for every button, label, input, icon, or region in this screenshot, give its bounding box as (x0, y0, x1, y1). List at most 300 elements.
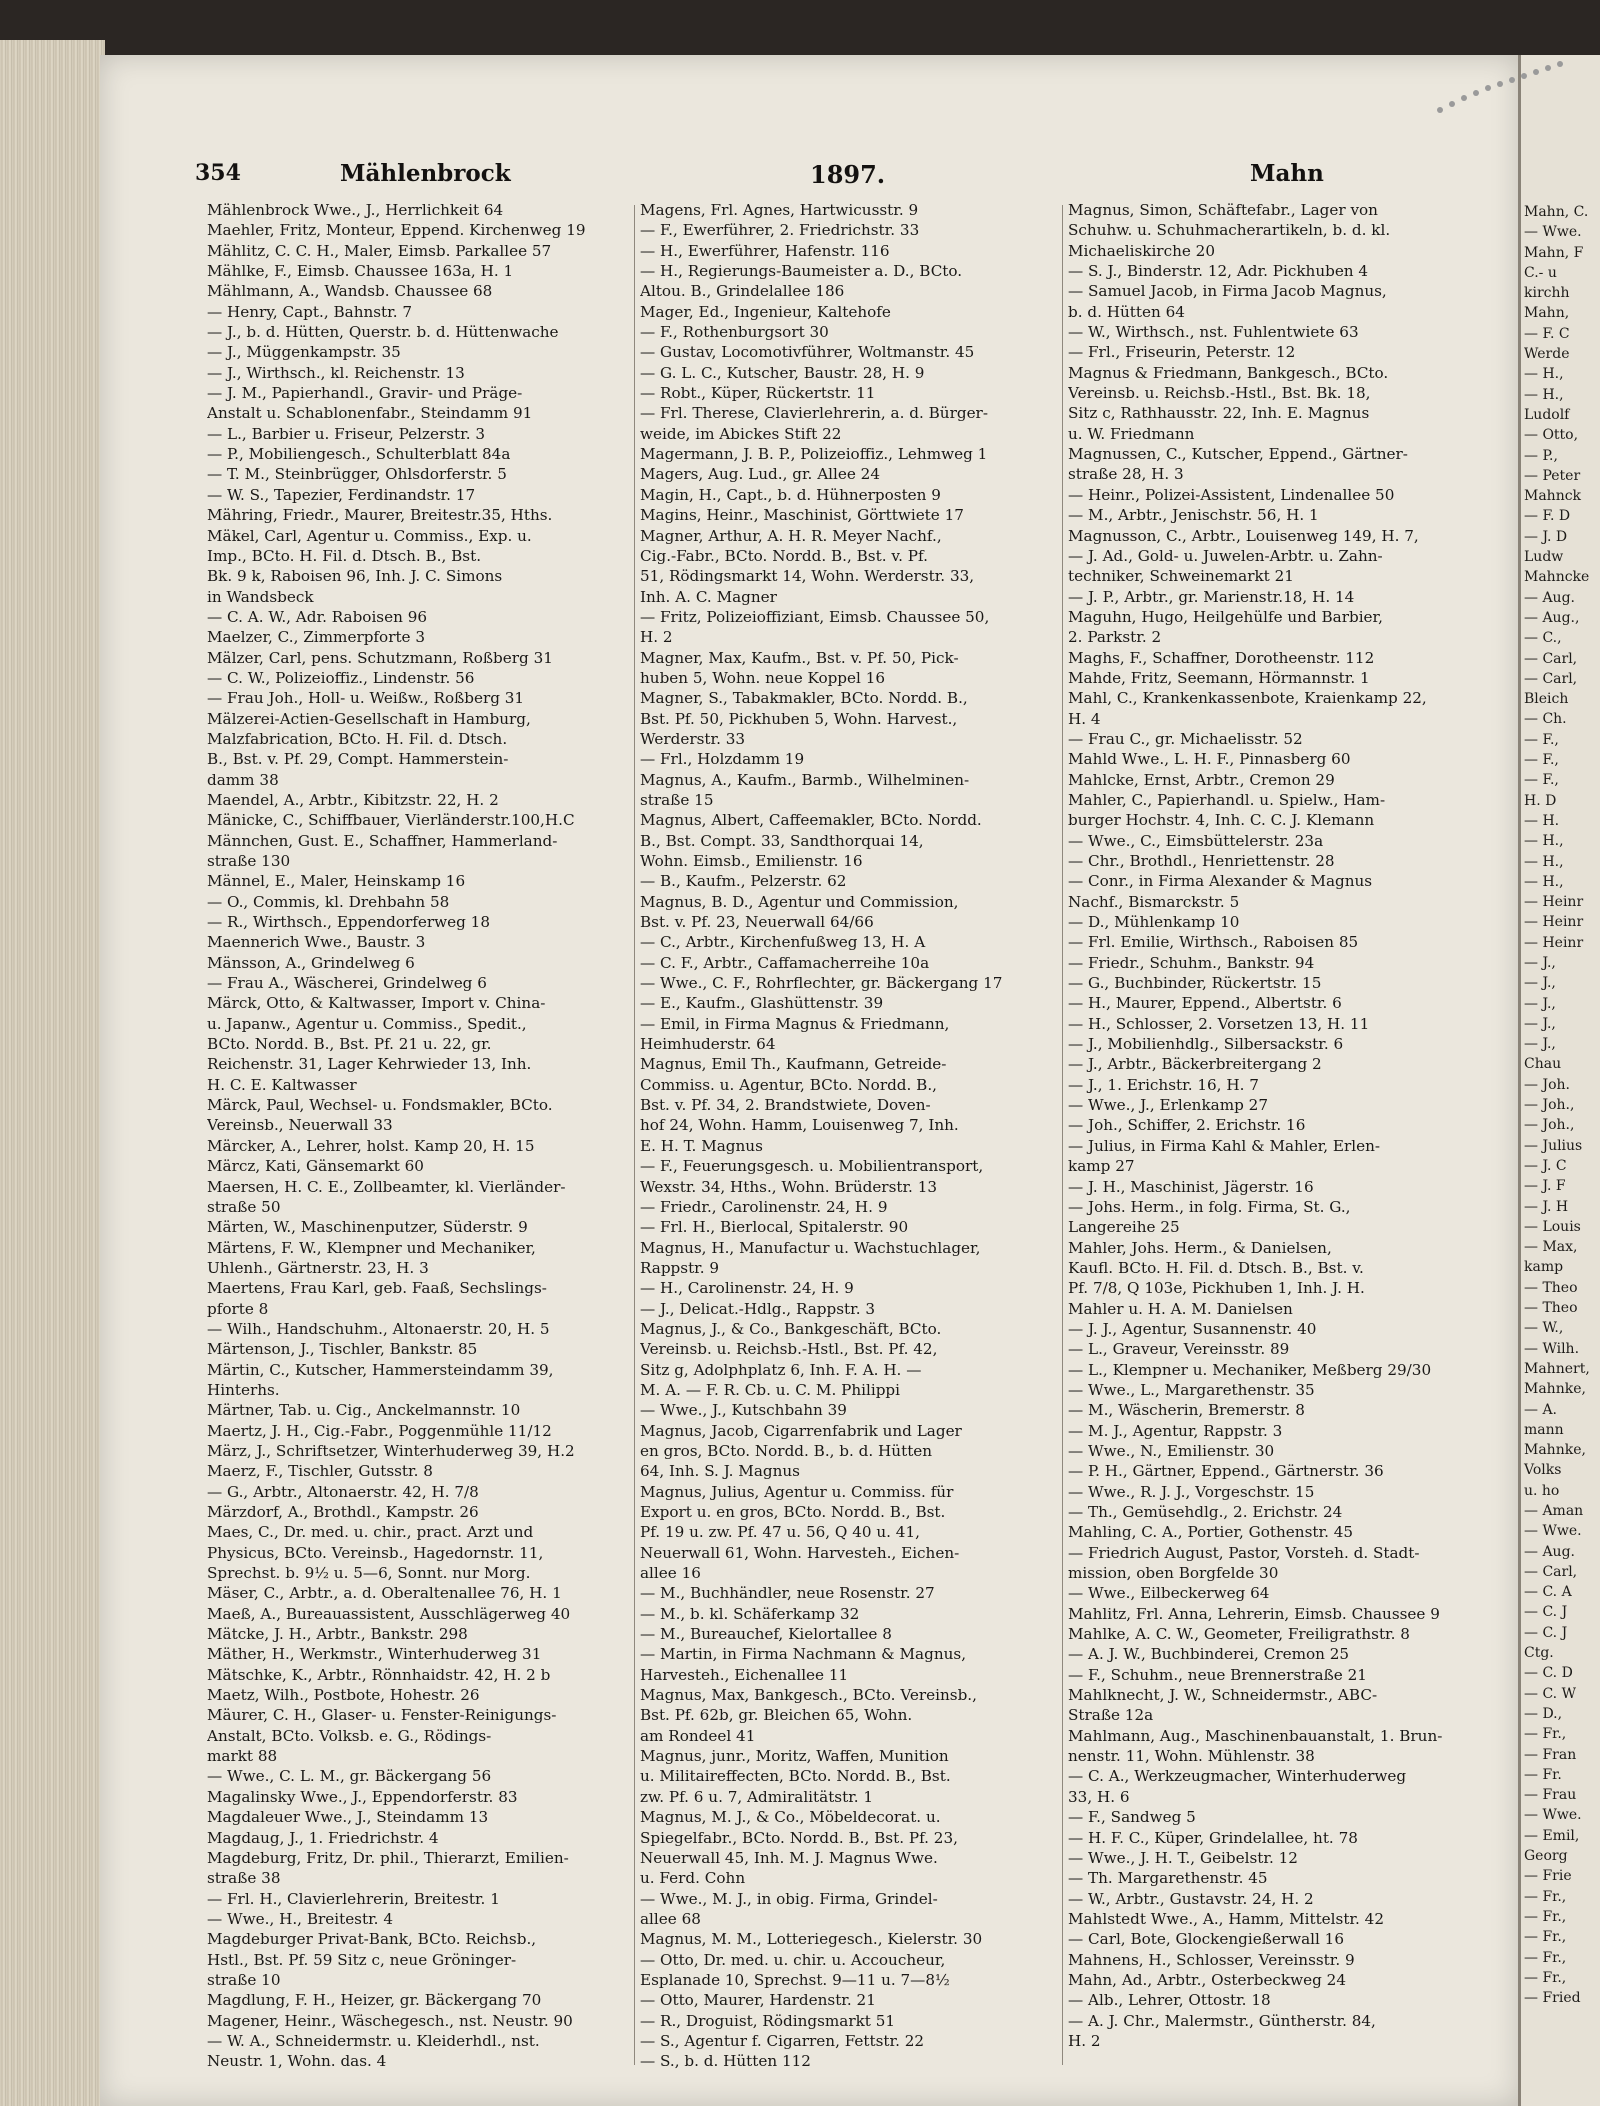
directory-entry-line: Magnussen, C., Kutscher, Eppend., Gärtner- (1068, 445, 1408, 464)
directory-entry-line: in Wandsbeck (207, 587, 314, 606)
facing-page-line: — Fr., (1524, 1726, 1567, 1743)
facing-page-line: — J., (1524, 995, 1556, 1012)
directory-entry-line: Anstalt u. Schablonenfabr., Steindamm 91 (207, 404, 533, 423)
directory-column-2 (640, 200, 1060, 2072)
directory-entry-line: — Otto, Dr. med. u. chir. u. Accoucheur, (640, 1950, 946, 1969)
directory-entry-line: — Frl., Friseurin, Peterstr. 12 (1068, 343, 1296, 362)
directory-entry-line: Mählenbrock Wwe., J., Herrlichkeit 64 (207, 201, 504, 219)
facing-page-line: Bleich (1524, 691, 1569, 708)
directory-entry-line: straße 38 (207, 1869, 281, 1888)
directory-entry-line: Vereinsb., Neuerwall 33 (207, 1116, 393, 1135)
facing-page-line: — Fr., (1524, 1929, 1567, 1946)
facing-page-line: — Frau (1524, 1787, 1577, 1804)
directory-entry-line: zw. Pf. 6 u. 7, Admiralitätstr. 1 (640, 1787, 874, 1806)
directory-entry-line: — Wwe., R. J. J., Vorgeschstr. 15 (1068, 1482, 1315, 1501)
directory-entry-line: Wexstr. 34, Hths., Wohn. Brüderstr. 13 (640, 1177, 938, 1196)
directory-entry-line: — F., Schuhm., neue Brennerstraße 21 (1068, 1665, 1367, 1684)
directory-entry-line: H. 4 (1068, 709, 1101, 728)
facing-page-line: — J. C (1524, 1157, 1567, 1174)
directory-entry-line: Maetz, Wilh., Postbote, Hohestr. 26 (207, 1686, 480, 1705)
directory-entry-line: Mahlke, A. C. W., Geometer, Freiligrathstr. 8 (1068, 1625, 1410, 1644)
directory-entry-line: B., Bst. Compt. 33, Sandthorquai 14, (640, 831, 924, 850)
directory-entry-line: — C. F., Arbtr., Caffamacherreihe 10a (640, 953, 930, 972)
directory-entry-line: — S. J., Binderstr. 12, Adr. Pickhuben 4 (1068, 262, 1369, 281)
directory-entry-line: Männel, E., Maler, Heinskamp 16 (207, 872, 466, 891)
facing-page-line: — Wilh. (1524, 1340, 1580, 1357)
directory-entry-line: Pf. 7/8, Q 103e, Pickhuben 1, Inh. J. H. (1068, 1279, 1365, 1298)
directory-entry-line: — Alb., Lehrer, Ottostr. 18 (1068, 1991, 1271, 2010)
directory-entry-line: — Wwe., Eilbeckerweg 64 (1068, 1584, 1270, 1603)
directory-entry-line: — Gustav, Locomotivführer, Woltmanstr. 45 (640, 343, 975, 362)
directory-entry-line: — A. J. W., Buchbinderei, Cremon 25 (1068, 1645, 1350, 1664)
directory-entry-line: — Robt., Küper, Rückertstr. 11 (640, 384, 876, 403)
facing-page-line: — C. W (1524, 1685, 1576, 1702)
directory-entry-line: Export u. en gros, BCto. Nordd. B., Bst. (640, 1503, 946, 1521)
directory-entry-line: Magnus, Emil Th., Kaufmann, Getreide- (640, 1055, 947, 1074)
facing-page-line: Mahn, F (1524, 244, 1584, 261)
directory-entry-line: Mahler, Johs. Herm., & Danielsen, (1068, 1238, 1332, 1257)
directory-entry-line: H. C. E. Kaltwasser (207, 1075, 357, 1094)
directory-entry-line: — Friedr., Schuhm., Bankstr. 94 (1068, 953, 1315, 972)
directory-entry-line: — Wwe., J., Erlenkamp 27 (1068, 1096, 1268, 1115)
directory-entry-line: — M., Wäscherin, Bremerstr. 8 (1068, 1401, 1305, 1420)
facing-page-line: H. D (1524, 792, 1557, 809)
facing-page-line: — Fran (1524, 1746, 1577, 1763)
directory-entry-line: — J., Wirthsch., kl. Reichenstr. 13 (207, 363, 465, 382)
directory-entry-line: — Wwe., C. L. M., gr. Bäckergang 56 (207, 1767, 492, 1786)
directory-entry-line: — S., b. d. Hütten 112 (640, 2052, 811, 2071)
directory-entry-line: Magermann, J. B. P., Polizeioffiz., Lehmweg 1 (640, 445, 988, 464)
directory-entry-line: — Friedrich August, Pastor, Vorsteh. d. Stadt- (1068, 1543, 1420, 1562)
directory-entry-line: Maersen, H. C. E., Zollbeamter, kl. Vierländer- (207, 1177, 566, 1196)
directory-entry-line: März, J., Schriftsetzer, Winterhuderweg 39, H.2 (207, 1441, 575, 1460)
right-running-head: Mahn (1250, 160, 1324, 187)
directory-entry-line: Mahlknecht, J. W., Schneidermstr., ABC- (1068, 1686, 1378, 1705)
directory-entry-line: — Henry, Capt., Bahnstr. 7 (207, 302, 413, 321)
facing-page-line: — Carl, (1524, 1563, 1578, 1580)
facing-page-line: Mahn, (1524, 305, 1570, 322)
directory-entry-line: Magnus, Julius, Agentur u. Commiss. für (640, 1482, 954, 1501)
facing-page-line: — Fr., (1524, 1908, 1567, 1925)
directory-entry-line: Märcz, Kati, Gänsemarkt 60 (207, 1157, 424, 1176)
directory-entry-line: Mahl, C., Krankenkassenbote, Kraienkamp 22, (1068, 689, 1427, 708)
directory-entry-line: damm 38 (207, 770, 279, 789)
directory-entry-line: Mäurer, C. H., Glaser- u. Fenster-Reinigungs- (207, 1706, 557, 1725)
directory-entry-line: — T. M., Steinbrügger, Ohlsdorferstr. 5 (207, 465, 507, 484)
directory-entry-line: Maghs, F., Schaffner, Dorotheenstr. 112 (1068, 648, 1375, 667)
facing-page-line: — Theo (1524, 1279, 1578, 1296)
directory-entry-line: — J., b. d. Hütten, Querstr. b. d. Hüttenwache (207, 323, 559, 342)
directory-entry-line: weide, im Abickes Stift 22 (640, 424, 842, 443)
directory-entry-line: — H., Ewerführer, Hafenstr. 116 (640, 241, 890, 260)
facing-page-line: — Ch. (1524, 711, 1567, 728)
directory-entry-line: — A. J. Chr., Malermstr., Güntherstr. 84, (1068, 2011, 1376, 2030)
directory-entry-line: pforte 8 (207, 1299, 269, 1318)
directory-entry-line: Magers, Aug. Lud., gr. Allee 24 (640, 465, 881, 484)
directory-entry-line: Magnus, H., Manufactur u. Wachstuchlager, (640, 1238, 981, 1257)
directory-entry-line: Magnus & Friedmann, Bankgesch., BCto. (1068, 363, 1389, 382)
directory-entry-line: Mahn, Ad., Arbtr., Osterbeckweg 24 (1068, 1970, 1347, 1989)
directory-entry-line: Märtens, F. W., Klempner und Mechaniker, (207, 1238, 536, 1257)
directory-entry-line: allee 16 (640, 1564, 701, 1583)
directory-column-3 (1068, 200, 1498, 2051)
directory-entry-line: u. Ferd. Cohn (640, 1869, 746, 1888)
facing-page-line: — C. J (1524, 1624, 1568, 1641)
directory-entry-line: — J., Arbtr., Bäckerbreitergang 2 (1068, 1055, 1322, 1074)
directory-entry-line: Mahler u. H. A. M. Danielsen (1068, 1299, 1293, 1318)
directory-entry-line: Mahler, C., Papierhandl. u. Spielw., Ham- (1068, 790, 1386, 809)
directory-entry-line: Sprechst. b. 9½ u. 5—6, Sonnt. nur Morg. (207, 1564, 531, 1583)
directory-entry-line: — J. Ad., Gold- u. Juwelen-Arbtr. u. Zahn- (1068, 546, 1383, 565)
directory-entry-line: H. 2 (1068, 2031, 1101, 2050)
facing-page-line: Georg (1524, 1848, 1568, 1865)
directory-entry-line: — J. M., Papierhandl., Gravir- und Präge- (207, 384, 523, 403)
directory-entry-line: Magnus, A., Kaufm., Barmb., Wilhelminen- (640, 770, 970, 789)
directory-entry-line: — Wwe., J., Kutschbahn 39 (640, 1401, 847, 1420)
facing-page-line: — W., (1524, 1320, 1564, 1337)
facing-page-line: — Wwe. (1524, 1807, 1582, 1824)
facing-page-line: Mahnck (1524, 488, 1582, 505)
directory-entry-line: — P., Mobiliengesch., Schulterblatt 84a (207, 445, 511, 464)
directory-entry-line: — R., Droguist, Rödingsmarkt 51 (640, 2011, 896, 2030)
facing-page-line: Ludolf (1524, 406, 1570, 423)
directory-entry-line: u. Japanw., Agentur u. Commiss., Spedit., (207, 1014, 527, 1033)
directory-entry-line: — B., Kaufm., Pelzerstr. 62 (640, 872, 847, 891)
directory-entry-line: straße 130 (207, 852, 291, 870)
directory-entry-line: — J., 1. Erichstr. 16, H. 7 (1068, 1075, 1259, 1094)
directory-entry-line: — G., Buchbinder, Rückertstr. 15 (1068, 974, 1322, 993)
column-rule (1062, 205, 1063, 2065)
directory-entry-line: Magin, H., Capt., b. d. Hühnerposten 9 (640, 485, 941, 504)
directory-entry-line: — M. J., Agentur, Rappstr. 3 (1068, 1421, 1283, 1440)
facing-page-line: — Aug. (1524, 1543, 1575, 1560)
directory-entry-line: Märck, Otto, & Kaltwasser, Import v. China- (207, 994, 546, 1013)
directory-entry-line: Märcker, A., Lehrer, holst. Kamp 20, H. 15 (207, 1136, 535, 1155)
directory-entry-line: Mahnens, H., Schlosser, Vereinsstr. 9 (1068, 1950, 1355, 1969)
facing-page-line: — J. H (1524, 1198, 1569, 1215)
directory-entry-line: Neuerwall 61, Wohn. Harvesteh., Eichen- (640, 1543, 960, 1562)
directory-entry-line: — H., Schlosser, 2. Vorsetzen 13, H. 11 (1068, 1014, 1370, 1033)
directory-entry-line: Märten, W., Maschinenputzer, Süderstr. 9 (207, 1218, 528, 1237)
facing-page-line: — Otto, (1524, 427, 1579, 444)
directory-entry-line: — L., Graveur, Vereinsstr. 89 (1068, 1340, 1290, 1359)
directory-entry-line: Märtner, Tab. u. Cig., Anckelmannstr. 10 (207, 1401, 521, 1420)
directory-entry-line: Imp., BCto. H. Fil. d. Dtsch. B., Bst. (207, 546, 482, 565)
facing-page-line: — H. (1524, 812, 1560, 829)
directory-entry-line: Vereinsb. u. Reichsb.-Hstl., Bst. Bk. 18, (1068, 384, 1371, 403)
facing-page-line: — H., (1524, 833, 1564, 850)
directory-entry-line: Magnus, Max, Bankgesch., BCto. Vereinsb., (640, 1686, 977, 1705)
facing-page-line: Mahnke, (1524, 1442, 1586, 1459)
directory-entry-line: Mälzer, Carl, pens. Schutzmann, Roßberg 31 (207, 648, 553, 667)
facing-page-line: — Heinr (1524, 894, 1584, 911)
facing-page-line: Mahnke, (1524, 1381, 1586, 1398)
directory-entry-line: — Johs. Herm., in folg. Firma, St. G., (1068, 1197, 1351, 1216)
facing-page-line: Volks (1524, 1462, 1562, 1479)
directory-entry-line: Commiss. u. Agentur, BCto. Nordd. B., (640, 1075, 938, 1094)
directory-entry-line: Magner, Max, Kaufm., Bst. v. Pf. 50, Pick- (640, 648, 959, 667)
directory-entry-line: straße 50 (207, 1197, 281, 1216)
directory-entry-line: Neustr. 1, Wohn. das. 4 (207, 2052, 387, 2071)
directory-entry-line: — Wilh., Handschuhm., Altonaerstr. 20, H. 5 (207, 1319, 550, 1338)
directory-entry-line: Anstalt, BCto. Volksb. e. G., Rödings- (207, 1726, 492, 1745)
facing-page-line: — D., (1524, 1705, 1563, 1722)
directory-entry-line: Mählmann, A., Wandsb. Chaussee 68 (207, 282, 493, 301)
facing-page-line: — F., (1524, 772, 1559, 789)
directory-entry-line: — Frl. Emilie, Wirthsch., Raboisen 85 (1068, 933, 1359, 952)
directory-entry-line: — H., Maurer, Eppend., Albertstr. 6 (1068, 994, 1342, 1013)
directory-entry-line: E. H. T. Magnus (640, 1136, 763, 1155)
directory-entry-line: Mager, Ed., Ingenieur, Kaltehofe (640, 302, 891, 321)
directory-entry-line: Mäkel, Carl, Agentur u. Commiss., Exp. u. (207, 526, 532, 545)
directory-entry-line: kamp 27 (1068, 1157, 1135, 1176)
facing-page-line: Mahncke (1524, 569, 1590, 586)
directory-entry-line: Maertens, Frau Karl, geb. Faaß, Sechslings- (207, 1279, 547, 1298)
facing-page-line: kamp (1524, 1259, 1564, 1276)
facing-page-line: u. ho (1524, 1482, 1560, 1499)
directory-entry-line: — R., Wirthsch., Eppendorferweg 18 (207, 913, 491, 932)
bookmark-chain (1430, 40, 1570, 120)
directory-entry-line: Magalinsky Wwe., J., Eppendorferstr. 83 (207, 1787, 518, 1806)
facing-page-line: — F. C (1524, 325, 1570, 342)
directory-entry-line: burger Hochstr. 4, Inh. C. C. J. Klemann (1068, 811, 1375, 830)
directory-entry-line: — Samuel Jacob, in Firma Jacob Magnus, (1068, 282, 1387, 301)
directory-entry-line: Mahlcke, Ernst, Arbtr., Cremon 29 (1068, 770, 1335, 789)
directory-entry-line: — G. L. C., Kutscher, Baustr. 28, H. 9 (640, 363, 925, 382)
directory-entry-line: Rappstr. 9 (640, 1258, 720, 1277)
directory-entry-line: — Th., Gemüsehdlg., 2. Erichstr. 24 (1068, 1503, 1343, 1521)
directory-entry-line: — Frau C., gr. Michaelisstr. 52 (1068, 729, 1303, 748)
directory-entry-line: — F., Ewerführer, 2. Friedrichstr. 33 (640, 221, 920, 240)
year-heading: 1897. (810, 160, 886, 189)
directory-entry-line: 33, H. 6 (1068, 1787, 1130, 1806)
page-number: 354 (195, 160, 241, 186)
directory-entry-line: Magens, Frl. Agnes, Hartwicusstr. 9 (640, 201, 919, 219)
directory-entry-line: techniker, Schweinemarkt 21 (1068, 567, 1294, 586)
directory-entry-line: Mahlstedt Wwe., A., Hamm, Mittelstr. 42 (1068, 1909, 1384, 1928)
facing-page-line: — C. J (1524, 1604, 1568, 1621)
directory-entry-line: — H., Carolinenstr. 24, H. 9 (640, 1279, 854, 1298)
directory-entry-line: — Emil, in Firma Magnus & Friedmann, (640, 1014, 950, 1033)
facing-page-line: — Wwe. (1524, 1523, 1582, 1540)
facing-page-line: — A. (1524, 1401, 1558, 1418)
directory-entry-line: — P. H., Gärtner, Eppend., Gärtnerstr. 36 (1068, 1462, 1384, 1481)
directory-entry-line: Magdlung, F. H., Heizer, gr. Bäckergang 70 (207, 1991, 542, 2010)
directory-entry-line: — J. P., Arbtr., gr. Marienstr.18, H. 14 (1068, 587, 1355, 606)
directory-entry-line: Reichenstr. 31, Lager Kehrwieder 13, Inh. (207, 1055, 532, 1074)
directory-entry-line: — Wwe., C., Eimsbüttelerstr. 23a (1068, 831, 1324, 850)
facing-page-line: — C. A (1524, 1584, 1572, 1601)
facing-page-line: — Aug. (1524, 589, 1575, 606)
directory-entry-line: Magdeburg, Fritz, Dr. phil., Thierarzt, Emilien- (207, 1848, 569, 1867)
directory-entry-line: Maertz, J. H., Cig.-Fabr., Poggenmühle 11/12 (207, 1421, 552, 1440)
directory-entry-line: Mänicke, C., Schiffbauer, Vierländerstr.100,H.C (207, 811, 575, 830)
directory-entry-line: Magner, S., Tabakmakler, BCto. Nordd. B., (640, 689, 968, 708)
directory-entry-line: Magner, Arthur, A. H. R. Meyer Nachf., (640, 526, 942, 545)
facing-page-line: — F. D (1524, 508, 1571, 525)
directory-entry-line: Sitz g, Adolphplatz 6, Inh. F. A. H. — (640, 1360, 922, 1379)
directory-entry-line: Mälzerei-Actien-Gesellschaft in Hamburg, (207, 709, 531, 728)
directory-entry-line: Magdaug, J., 1. Friedrichstr. 4 (207, 1828, 439, 1847)
directory-entry-line: 2. Parkstr. 2 (1068, 628, 1162, 647)
directory-entry-line: — Th. Margarethenstr. 45 (1068, 1869, 1268, 1888)
directory-entry-line: — Joh., Schiffer, 2. Erichstr. 16 (1068, 1116, 1306, 1135)
directory-entry-line: Bst. Pf. 50, Pickhuben 5, Wohn. Harvest., (640, 709, 958, 728)
directory-entry-line: Mänsson, A., Grindelweg 6 (207, 953, 415, 972)
directory-entry-line: Magnus, Albert, Caffeemakler, BCto. Nordd. (640, 811, 982, 830)
directory-entry-line: — Wwe., J. H. T., Geibelstr. 12 (1068, 1848, 1298, 1867)
directory-entry-line: Maendel, A., Arbtr., Kibitzstr. 22, H. 2 (207, 790, 499, 809)
directory-entry-line: — L., Klempner u. Mechaniker, Meßberg 29/30 (1068, 1360, 1432, 1379)
directory-entry-line: — Carl, Bote, Glockengießerwall 16 (1068, 1930, 1345, 1949)
directory-entry-line: Esplanade 10, Sprechst. 9—11 u. 7—8½ (640, 1970, 950, 1989)
directory-entry-line: Uhlenh., Gärtnerstr. 23, H. 3 (207, 1258, 429, 1277)
directory-entry-line: Magnus, M. M., Lotteriegesch., Kielerstr. 30 (640, 1930, 983, 1949)
directory-entry-line: H. 2 (640, 628, 673, 647)
directory-entry-line: — H. F. C., Küper, Grindelallee, ht. 78 (1068, 1828, 1358, 1847)
directory-entry-line: Werderstr. 33 (640, 729, 746, 748)
facing-page-line: — H., (1524, 386, 1564, 403)
directory-entry-line: — Fritz, Polizeioffiziant, Eimsb. Chaussee 50, (640, 607, 990, 626)
directory-entry-line: — Frl. Therese, Clavierlehrerin, a. d. Bürger- (640, 404, 988, 423)
facing-page-line: — Joh. (1524, 1076, 1570, 1093)
directory-entry-line: Physicus, BCto. Vereinsb., Hagedornstr. 11, (207, 1543, 544, 1562)
directory-entry-line: b. d. Hütten 64 (1068, 302, 1185, 321)
directory-entry-line: Magnus, M. J., & Co., Möbeldecorat. u. (640, 1808, 941, 1827)
directory-entry-line: — G., Arbtr., Altonaerstr. 42, H. 7/8 (207, 1482, 479, 1501)
facing-page-line: — J., (1524, 975, 1556, 992)
directory-entry-line: — J., Delicat.-Hdlg., Rappstr. 3 (640, 1299, 876, 1318)
directory-entry-line: am Rondeel 41 (640, 1726, 756, 1745)
directory-entry-line: Magnusson, C., Arbtr., Louisenweg 149, H. 7, (1068, 526, 1419, 545)
facing-page-line: — C. D (1524, 1665, 1573, 1682)
directory-entry-line: — C. A., Werkzeugmacher, Winterhuderweg (1068, 1767, 1407, 1786)
directory-entry-line: — M., Bureauchef, Kielortallee 8 (640, 1625, 892, 1644)
facing-page-line: — Fr., (1524, 1969, 1567, 1986)
directory-entry-line: Mahld Wwe., L. H. F., Pinnasberg 60 (1068, 750, 1351, 769)
facing-page-line: Werde (1524, 346, 1570, 363)
facing-page-line: — P., (1524, 447, 1558, 464)
facing-page-line: — Fried (1524, 1990, 1581, 2007)
directory-entry-line: Heimhuderstr. 64 (640, 1035, 776, 1054)
directory-entry-line: — E., Kaufm., Glashüttenstr. 39 (640, 994, 884, 1013)
directory-entry-line: — F., Sandweg 5 (1068, 1808, 1196, 1827)
facing-page-line: Chau (1524, 1056, 1562, 1073)
directory-entry-line: Mähring, Friedr., Maurer, Breitestr.35, Hths. (207, 506, 553, 525)
facing-page-line: C.- u (1524, 264, 1557, 281)
directory-entry-line: u. W. Friedmann (1068, 424, 1195, 443)
directory-entry-line: Bk. 9 k, Raboisen 96, Inh. J. C. Simons (207, 567, 503, 586)
directory-entry-line: — Frau A., Wäscherei, Grindelweg 6 (207, 974, 487, 993)
directory-entry-line: — F., Rothenburgsort 30 (640, 323, 829, 342)
directory-entry-line: — W., Wirthsch., nst. Fuhlentwiete 63 (1068, 323, 1359, 342)
facing-page-line: — Joh., (1524, 1117, 1575, 1134)
directory-entry-line: Maguhn, Hugo, Heilgehülfe und Barbier, (1068, 607, 1383, 626)
directory-entry-line: — M., Buchhändler, neue Rosenstr. 27 (640, 1584, 935, 1603)
directory-entry-line: allee 68 (640, 1909, 701, 1928)
directory-entry-line: Mahde, Fritz, Seemann, Hörmannstr. 1 (1068, 668, 1370, 687)
column-rule (634, 205, 635, 2065)
directory-entry-line: Magins, Heinr., Maschinist, Görttwiete 17 (640, 506, 964, 525)
directory-entry-line: Magener, Heinr., Wäschegesch., nst. Neustr. 90 (207, 2011, 573, 2030)
directory-entry-line: — J., Müggenkampstr. 35 (207, 343, 401, 362)
facing-page-line: Ludw (1524, 549, 1564, 566)
directory-entry-line: Maelzer, C., Zimmerpforte 3 (207, 628, 426, 647)
directory-entry-line: Magdeburger Privat-Bank, BCto. Reichsb., (207, 1930, 537, 1949)
directory-entry-line: M. A. — F. R. Cb. u. C. M. Philippi (640, 1380, 901, 1399)
directory-entry-line: — Wwe., N., Emilienstr. 30 (1068, 1441, 1275, 1460)
facing-page-line: — Julius (1524, 1137, 1583, 1154)
facing-page-line: Ctg. (1524, 1645, 1554, 1662)
directory-entry-line: Maes, C., Dr. med. u. chir., pract. Arzt und (207, 1523, 534, 1542)
directory-entry-line: — Wwe., H., Breitestr. 4 (207, 1909, 393, 1928)
directory-entry-line: straße 15 (640, 790, 714, 809)
directory-entry-line: Neuerwall 45, Inh. M. J. Magnus Wwe. (640, 1848, 938, 1867)
directory-entry-line: Magnus, Simon, Schäftefabr., Lager von (1068, 201, 1378, 219)
directory-entry-line: Hstl., Bst. Pf. 59 Sitz c, neue Gröninger- (207, 1950, 517, 1969)
facing-page-line: — Heinr (1524, 914, 1584, 931)
directory-entry-line: — W., Arbtr., Gustavstr. 24, H. 2 (1068, 1889, 1314, 1908)
facing-page-line: — Joh., (1524, 1097, 1575, 1114)
directory-entry-line: en gros, BCto. Nordd. B., b. d. Hütten (640, 1441, 933, 1460)
facing-page-line: — Louis (1524, 1218, 1581, 1235)
directory-entry-line: Männchen, Gust. E., Schaffner, Hammerland- (207, 831, 558, 850)
directory-entry-line: — C. W., Polizeioffiz., Lindenstr. 56 (207, 668, 475, 687)
directory-entry-line: — Chr., Brothdl., Henriettenstr. 28 (1068, 852, 1335, 870)
facing-page-line: — Peter (1524, 467, 1581, 484)
directory-entry-line: Schuhw. u. Schuhmacherartikeln, b. d. kl. (1068, 221, 1391, 240)
directory-entry-line: Langereihe 25 (1068, 1218, 1180, 1237)
facing-page-line: — H., (1524, 366, 1564, 383)
directory-entry-line: — Frau Joh., Holl- u. Weißw., Roßberg 31 (207, 689, 525, 708)
directory-entry-line: — H., Regierungs-Baumeister a. D., BCto. (640, 262, 963, 281)
facing-page-line: — H., (1524, 873, 1564, 890)
facing-page-line: — Heinr (1524, 934, 1584, 951)
facing-page-line: — F., (1524, 731, 1559, 748)
directory-entry-line: Märck, Paul, Wechsel- u. Fondsmakler, BCto. (207, 1096, 553, 1115)
facing-page-line: — Wwe. (1524, 224, 1582, 241)
directory-entry-line: mission, oben Borgfelde 30 (1068, 1564, 1279, 1583)
facing-page-line: Mahnert, (1524, 1360, 1590, 1377)
directory-entry-line: Mätcke, J. H., Arbtr., Bankstr. 298 (207, 1625, 468, 1644)
facing-page-line: — Fr., (1524, 1949, 1567, 1966)
directory-entry-line: Maehler, Fritz, Monteur, Eppend. Kirchenweg 19 (207, 221, 586, 240)
directory-entry-line: Harvesteh., Eichenallee 11 (640, 1665, 849, 1684)
directory-entry-line: markt 88 (207, 1747, 278, 1766)
directory-entry-line: — J. H., Maschinist, Jägerstr. 16 (1068, 1177, 1314, 1196)
facing-page-line: kirchh (1524, 285, 1570, 302)
directory-entry-line: — J. J., Agentur, Susannenstr. 40 (1068, 1319, 1317, 1338)
facing-page-line: — Carl, (1524, 650, 1578, 667)
directory-entry-line: Cig.-Fabr., BCto. Nordd. B., Bst. v. Pf. (640, 546, 928, 565)
directory-entry-line: — Wwe., C. F., Rohrflechter, gr. Bäckergang 17 (640, 974, 1003, 993)
facing-page-line: — J. D (1524, 528, 1568, 545)
directory-entry-line: Magnus, B. D., Agentur und Commission, (640, 892, 959, 911)
facing-page-line: — C., (1524, 630, 1562, 647)
directory-entry-line: B., Bst. v. Pf. 29, Compt. Hammerstein- (207, 750, 509, 769)
directory-entry-line: Mahlmann, Aug., Maschinenbauanstalt, 1. Brun- (1068, 1726, 1443, 1745)
directory-entry-line: Hinterhs. (207, 1380, 280, 1399)
directory-entry-line: straße 28, H. 3 (1068, 465, 1184, 484)
facing-page-line: — H., (1524, 853, 1564, 870)
directory-entry-line: Maennerich Wwe., Baustr. 3 (207, 933, 426, 952)
facing-page-line: — J., (1524, 1036, 1556, 1053)
book-page-edge (0, 40, 105, 2106)
facing-page-line: — Frie (1524, 1868, 1572, 1885)
directory-entry-line: — Julius, in Firma Kahl & Mahler, Erlen- (1068, 1136, 1381, 1155)
facing-page-line: — F., (1524, 752, 1559, 769)
directory-entry-line: hof 24, Wohn. Hamm, Louisenweg 7, Inh. (640, 1116, 959, 1135)
